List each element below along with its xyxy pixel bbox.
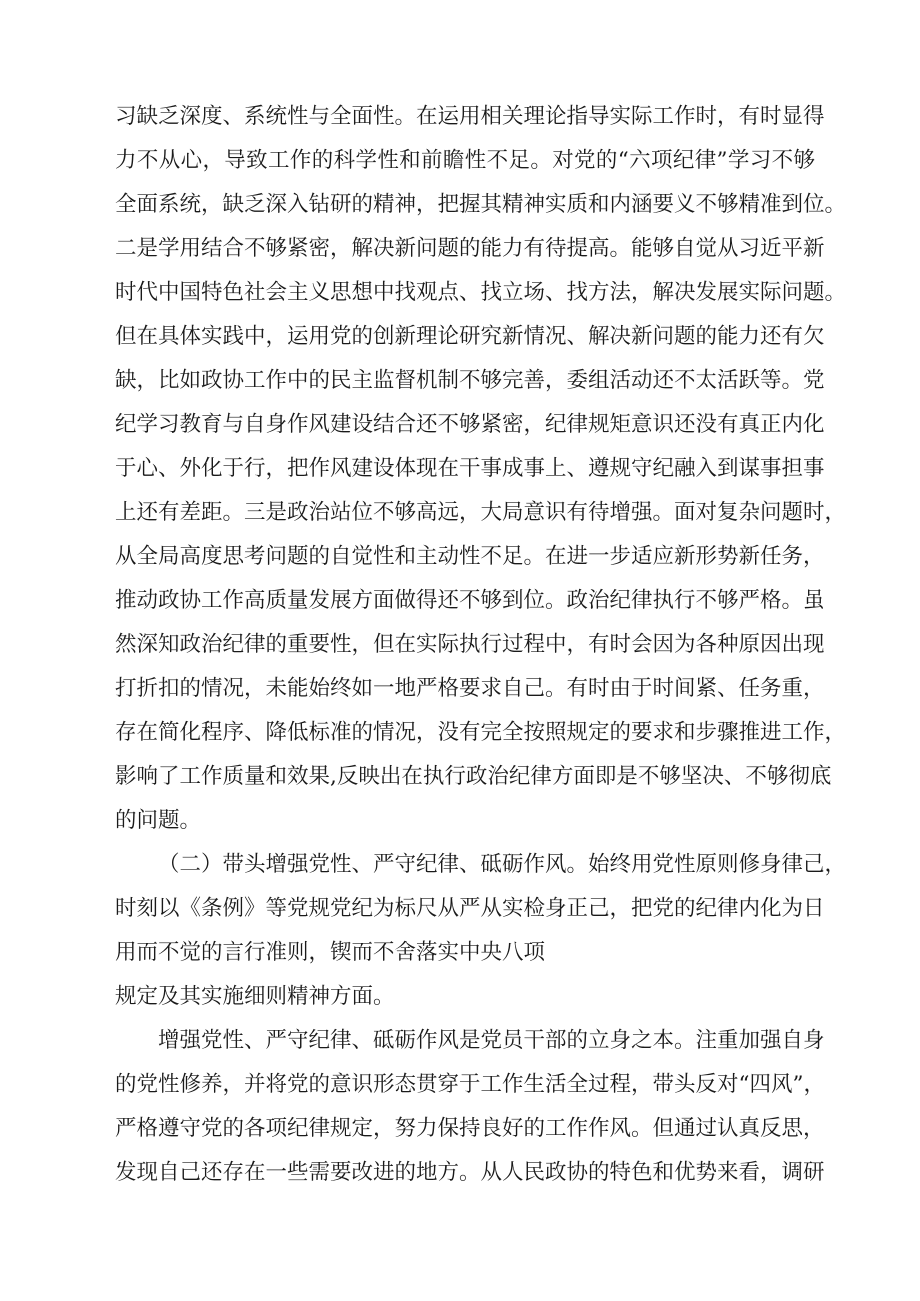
text-line-17: 的问题。 — [115, 808, 202, 833]
paragraph-line-2: 的党性修养，并将党的意识形态贯穿于工作生活全过程，带头反对“四风”， — [115, 1072, 825, 1097]
text-line-9: 于心、外化于行，把作风建设体现在干事成事上、遵规守纪融入到谋事担事 — [115, 456, 825, 481]
section-heading-line-2: 时刻以《条例》等党规党纪为标尺从严从实检身正己，把党的纪律内化为日 — [115, 896, 825, 921]
text-line-8: 纪学习教育与自身作风建设结合还不够紧密，纪律规矩意识还没有真正内化 — [115, 412, 825, 437]
paragraph-line-1: 增强党性、严守纪律、砥砺作风是党员干部的立身之本。注重加强自身 — [158, 1028, 825, 1053]
text-line-15: 存在简化程序、降低标准的情况，没有完全按照规定的要求和步骤推进工作， — [115, 720, 847, 745]
paragraph-line-4: 发现自己还存在一些需要改进的地方。从人民政协的特色和优势来看，调研 — [115, 1160, 825, 1185]
text-line-1: 习缺乏深度、系统性与全面性。在运用相关理论指导实际工作时，有时显得 — [115, 104, 825, 129]
text-line-14: 打折扣的情况，未能始终如一地严格要求自己。有时由于时间紧、任务重， — [115, 676, 825, 701]
text-line-10: 上还有差距。三是政治站位不够高远，大局意识有待增强。面对复杂问题时， — [115, 500, 847, 525]
text-line-11: 从全局高度思考问题的自觉性和主动性不足。在进一步适应新形势新任务， — [115, 544, 825, 569]
text-line-6: 但在具体实践中，运用党的创新理论研究新情况、解决新问题的能力还有欠 — [115, 324, 825, 349]
section-heading-line-1: （二）带头增强党性、严守纪律、砥砺作风。始终用党性原则修身律己， — [158, 852, 847, 877]
text-line-5: 时代中国特色社会主义思想中找观点、找立场、找方法，解决发展实际问题。 — [115, 280, 847, 305]
section-heading-line-3: 用而不觉的言行准则，锲而不舍落实中央八项 — [115, 940, 546, 965]
text-line-2: 力不从心，导致工作的科学性和前瞻性不足。对党的“六项纪律”学习不够 — [115, 148, 815, 173]
text-line-7: 缺，比如政协工作中的民主监督机制不够完善，委组活动还不太活跃等。党 — [115, 368, 825, 393]
section-heading-line-4: 规定及其实施细则精神方面。 — [115, 984, 395, 1009]
text-line-16: 影响了工作质量和效果,反映出在执行政治纪律方面即是不够坚决、不够彻底 — [115, 764, 832, 789]
paragraph-line-3: 严格遵守党的各项纪律规定，努力保持良好的工作作风。但通过认真反思， — [115, 1116, 825, 1141]
text-line-12: 推动政协工作高质量发展方面做得还不够到位。政治纪律执行不够严格。虽 — [115, 588, 825, 613]
text-line-4: 二是学用结合不够紧密，解决新问题的能力有待提高。能够自觉从习近平新 — [115, 236, 825, 261]
text-line-3: 全面系统，缺乏深入钻研的精神，把握其精神实质和内涵要义不够精准到位。 — [115, 192, 847, 217]
text-line-13: 然深知政治纪律的重要性，但在实际执行过程中，有时会因为各种原因出现 — [115, 632, 825, 657]
